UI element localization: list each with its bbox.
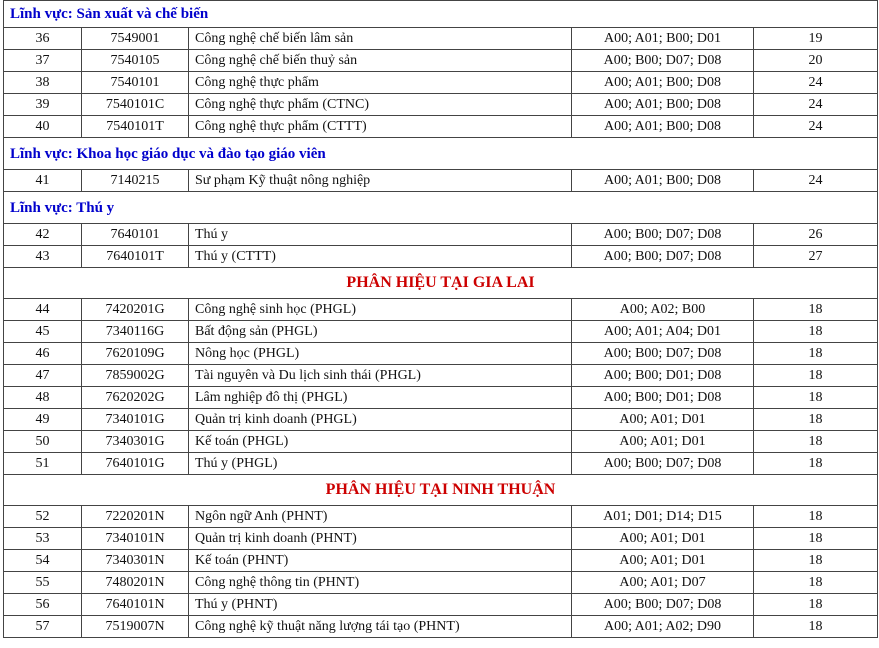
- table-row: [4, 321, 878, 343]
- stt-cell: 43: [4, 246, 82, 268]
- major-name-cell: Tài nguyên và Du lịch sinh thái (PHGL): [189, 365, 572, 387]
- cutoff-score-cell: 18: [754, 387, 878, 409]
- campus-header-row: [4, 268, 878, 299]
- stt-cell: 48: [4, 387, 82, 409]
- cutoff-score-cell: 18: [754, 431, 878, 453]
- stt-cell: 53: [4, 528, 82, 550]
- stt-cell: 36: [4, 28, 82, 50]
- subject-combination-cell: A00; A01; B00; D08: [572, 72, 754, 94]
- major-code-cell: 7620109G: [82, 343, 189, 365]
- subject-combination-cell: A00; B00; D07; D08: [572, 343, 754, 365]
- cutoff-score-cell: 24: [754, 94, 878, 116]
- major-name-cell: Bất động sản (PHGL): [189, 321, 572, 343]
- major-code-cell: 7549001: [82, 28, 189, 50]
- subject-combination-cell: A00; A01; D01: [572, 431, 754, 453]
- major-code-cell: 7540101C: [82, 94, 189, 116]
- cutoff-score-cell: 18: [754, 409, 878, 431]
- table-row: [4, 72, 878, 94]
- stt-cell: 38: [4, 72, 82, 94]
- table-row: [4, 550, 878, 572]
- stt-cell: 41: [4, 170, 82, 192]
- subject-combination-cell: A00; A01; A02; D90: [572, 616, 754, 638]
- campus-title: PHÂN HIỆU TẠI GIA LAI: [4, 268, 878, 299]
- major-code-cell: 7140215: [82, 170, 189, 192]
- field-header-row: [4, 138, 878, 170]
- cutoff-score-cell: 18: [754, 321, 878, 343]
- cutoff-score-cell: 20: [754, 50, 878, 72]
- major-code-cell: 7540101T: [82, 116, 189, 138]
- table-body: [4, 1, 878, 638]
- subject-combination-cell: A00; A01; B00; D08: [572, 94, 754, 116]
- table-row: [4, 506, 878, 528]
- cutoff-score-cell: 18: [754, 453, 878, 475]
- field-header-row: [4, 1, 878, 28]
- stt-cell: 39: [4, 94, 82, 116]
- table-row: [4, 246, 878, 268]
- subject-combination-cell: A00; A01; B00; D01: [572, 28, 754, 50]
- subject-combination-cell: A00; A01; D01: [572, 409, 754, 431]
- table-row: [4, 572, 878, 594]
- subject-combination-cell: A00; B00; D07; D08: [572, 50, 754, 72]
- major-name-cell: Công nghệ thực phẩm (CTNC): [189, 94, 572, 116]
- subject-combination-cell: A00; A01; B00; D08: [572, 170, 754, 192]
- cutoff-score-cell: 18: [754, 528, 878, 550]
- subject-combination-cell: A00; B00; D01; D08: [572, 387, 754, 409]
- major-code-cell: 7640101N: [82, 594, 189, 616]
- subject-combination-cell: A01; D01; D14; D15: [572, 506, 754, 528]
- table-row: [4, 116, 878, 138]
- table-row: [4, 453, 878, 475]
- major-name-cell: Thú y (PHNT): [189, 594, 572, 616]
- major-name-cell: Kế toán (PHGL): [189, 431, 572, 453]
- stt-cell: 56: [4, 594, 82, 616]
- cutoff-score-cell: 24: [754, 72, 878, 94]
- major-name-cell: Công nghệ sinh học (PHGL): [189, 299, 572, 321]
- major-name-cell: Nông học (PHGL): [189, 343, 572, 365]
- subject-combination-cell: A00; A01; D01: [572, 550, 754, 572]
- major-name-cell: Quản trị kinh doanh (PHNT): [189, 528, 572, 550]
- cutoff-score-cell: 18: [754, 506, 878, 528]
- subject-combination-cell: A00; B00; D07; D08: [572, 246, 754, 268]
- table-row: [4, 365, 878, 387]
- table-row: [4, 170, 878, 192]
- stt-cell: 47: [4, 365, 82, 387]
- cutoff-score-cell: 18: [754, 343, 878, 365]
- cutoff-score-cell: 18: [754, 299, 878, 321]
- major-code-cell: 7220201N: [82, 506, 189, 528]
- table-row: [4, 343, 878, 365]
- stt-cell: 50: [4, 431, 82, 453]
- cutoff-score-cell: 24: [754, 170, 878, 192]
- cutoff-score-cell: 18: [754, 616, 878, 638]
- major-code-cell: 7620202G: [82, 387, 189, 409]
- subject-combination-cell: A00; B00; D01; D08: [572, 365, 754, 387]
- subject-combination-cell: A00; B00; D07; D08: [572, 224, 754, 246]
- cutoff-score-cell: 18: [754, 365, 878, 387]
- cutoff-score-cell: 27: [754, 246, 878, 268]
- stt-cell: 42: [4, 224, 82, 246]
- cutoff-score-cell: 18: [754, 572, 878, 594]
- subject-combination-cell: A00; B00; D07; D08: [572, 453, 754, 475]
- major-name-cell: Công nghệ chế biến lâm sản: [189, 28, 572, 50]
- admission-score-table: [3, 0, 878, 638]
- major-name-cell: Công nghệ thực phẩm: [189, 72, 572, 94]
- stt-cell: 45: [4, 321, 82, 343]
- subject-combination-cell: A00; A01; A04; D01: [572, 321, 754, 343]
- stt-cell: 55: [4, 572, 82, 594]
- major-code-cell: 7540101: [82, 72, 189, 94]
- major-name-cell: Công nghệ kỹ thuật năng lượng tái tạo (PHNT): [189, 616, 572, 638]
- major-code-cell: 7640101G: [82, 453, 189, 475]
- major-name-cell: Lâm nghiệp đô thị (PHGL): [189, 387, 572, 409]
- major-name-cell: Thú y: [189, 224, 572, 246]
- field-title: Lĩnh vực: Khoa học giáo dục và đào tạo giáo viên: [4, 138, 878, 170]
- stt-cell: 40: [4, 116, 82, 138]
- cutoff-score-cell: 18: [754, 594, 878, 616]
- major-name-cell: Sư phạm Kỹ thuật nông nghiệp: [189, 170, 572, 192]
- table-row: [4, 594, 878, 616]
- major-name-cell: Công nghệ chế biến thuỷ sản: [189, 50, 572, 72]
- table-row: [4, 28, 878, 50]
- major-code-cell: 7340116G: [82, 321, 189, 343]
- stt-cell: 44: [4, 299, 82, 321]
- field-header-row: [4, 192, 878, 224]
- subject-combination-cell: A00; B00; D07; D08: [572, 594, 754, 616]
- major-code-cell: 7340101G: [82, 409, 189, 431]
- cutoff-score-cell: 19: [754, 28, 878, 50]
- cutoff-score-cell: 24: [754, 116, 878, 138]
- campus-title: PHÂN HIỆU TẠI NINH THUẬN: [4, 475, 878, 506]
- major-code-cell: 7540105: [82, 50, 189, 72]
- major-name-cell: Thú y (CTTT): [189, 246, 572, 268]
- major-code-cell: 7859002G: [82, 365, 189, 387]
- major-code-cell: 7340301G: [82, 431, 189, 453]
- stt-cell: 37: [4, 50, 82, 72]
- stt-cell: 49: [4, 409, 82, 431]
- table-row: [4, 431, 878, 453]
- stt-cell: 51: [4, 453, 82, 475]
- field-title: Lĩnh vực: Thú y: [4, 192, 878, 224]
- subject-combination-cell: A00; A01; D07: [572, 572, 754, 594]
- major-name-cell: Công nghệ thực phẩm (CTTT): [189, 116, 572, 138]
- major-code-cell: 7340301N: [82, 550, 189, 572]
- major-code-cell: 7480201N: [82, 572, 189, 594]
- table-row: [4, 409, 878, 431]
- stt-cell: 46: [4, 343, 82, 365]
- major-code-cell: 7519007N: [82, 616, 189, 638]
- stt-cell: 52: [4, 506, 82, 528]
- stt-cell: 54: [4, 550, 82, 572]
- major-code-cell: 7340101N: [82, 528, 189, 550]
- major-name-cell: Công nghệ thông tin (PHNT): [189, 572, 572, 594]
- major-name-cell: Kế toán (PHNT): [189, 550, 572, 572]
- subject-combination-cell: A00; A01; D01: [572, 528, 754, 550]
- table-row: [4, 616, 878, 638]
- campus-header-row: [4, 475, 878, 506]
- major-name-cell: Quản trị kinh doanh (PHGL): [189, 409, 572, 431]
- subject-combination-cell: A00; A02; B00: [572, 299, 754, 321]
- subject-combination-cell: A00; A01; B00; D08: [572, 116, 754, 138]
- table-row: [4, 224, 878, 246]
- major-code-cell: 7420201G: [82, 299, 189, 321]
- table-row: [4, 387, 878, 409]
- table-row: [4, 94, 878, 116]
- table-row: [4, 299, 878, 321]
- major-name-cell: Thú y (PHGL): [189, 453, 572, 475]
- major-code-cell: 7640101T: [82, 246, 189, 268]
- major-code-cell: 7640101: [82, 224, 189, 246]
- major-name-cell: Ngôn ngữ Anh (PHNT): [189, 506, 572, 528]
- table-row: [4, 50, 878, 72]
- cutoff-score-cell: 18: [754, 550, 878, 572]
- table-row: [4, 528, 878, 550]
- cutoff-score-cell: 26: [754, 224, 878, 246]
- stt-cell: 57: [4, 616, 82, 638]
- field-title: Lĩnh vực: Sản xuất và chế biến: [4, 1, 878, 28]
